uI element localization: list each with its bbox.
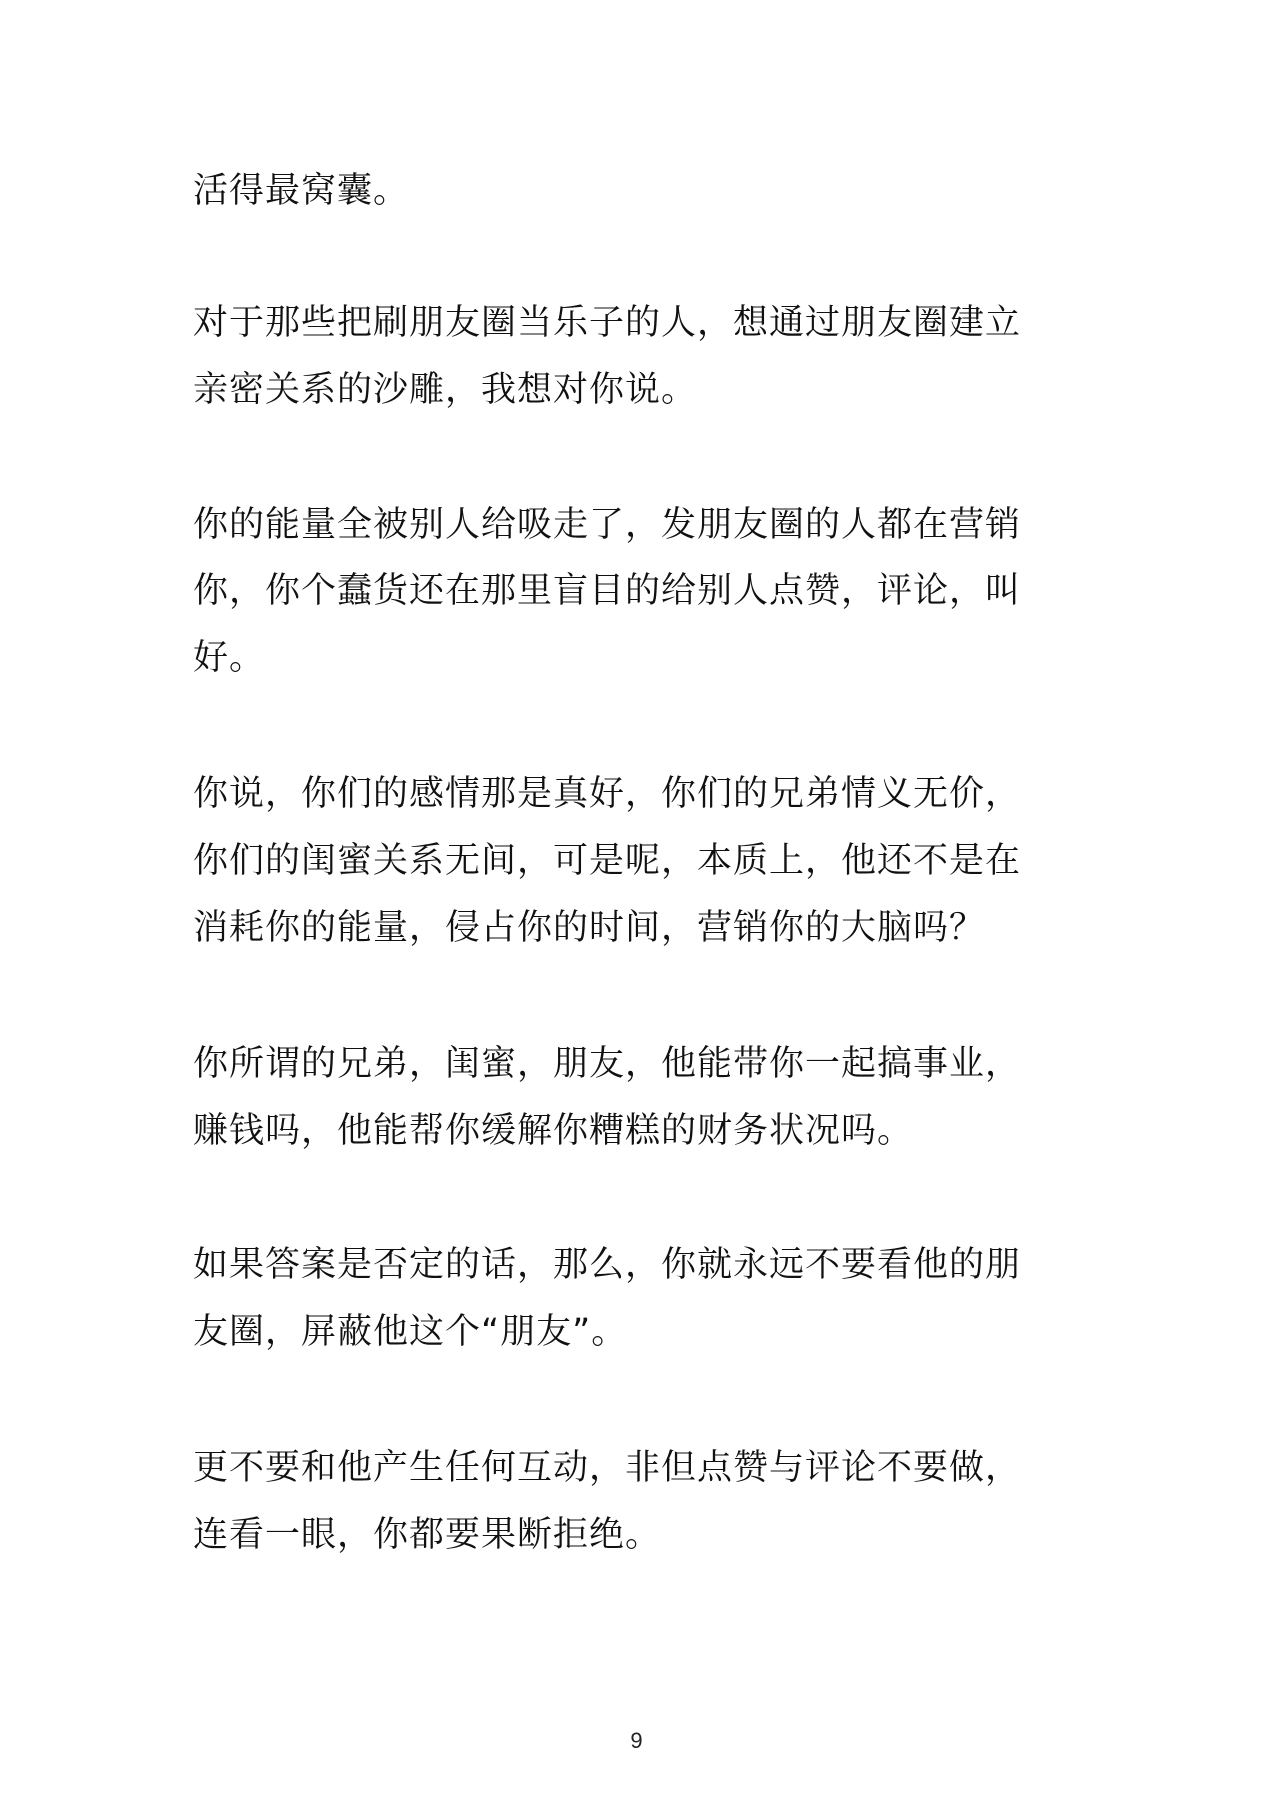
paragraph-4-line-1: 你说，你们的感情那是真好，你们的兄弟情义无价，	[193, 774, 1022, 814]
paragraph-2-line-1: 对于那些把刷朋友圈当乐子的人，想通过朋友圈建立	[193, 303, 1022, 343]
paragraph-6-line-1: 如果答案是否定的话，那么，你就永远不要看他的朋	[193, 1245, 1022, 1285]
paragraph-5-line-2: 赚钱吗，他能帮你缓解你糟糕的财务状况吗。	[193, 1111, 914, 1151]
page-number: 9	[630, 1728, 643, 1753]
paragraph-3-line-2: 你，你个蠢货还在那里盲目的给别人点赞，评论，叫	[193, 571, 1022, 611]
paragraph-3-line-1: 你的能量全被别人给吸走了，发朋友圈的人都在营销	[193, 505, 1022, 545]
paragraph-2-line-2: 亲密关系的沙雕，我想对你说。	[193, 370, 698, 410]
paragraph-1-line-1: 活得最窝囊。	[193, 171, 410, 211]
paragraph-3-line-3: 好。	[193, 638, 266, 678]
paragraph-6-line-2: 友圈，屏蔽他这个“朋友”。	[193, 1312, 628, 1352]
paragraph-4-line-3: 消耗你的能量，侵占你的时间，营销你的大脑吗？	[193, 908, 986, 948]
paragraph-7-line-2: 连看一眼，你都要果断拒绝。	[193, 1515, 662, 1555]
paragraph-7-line-1: 更不要和他产生任何互动，非但点赞与评论不要做，	[193, 1448, 1022, 1488]
paragraph-5-line-1: 你所谓的兄弟，闺蜜，朋友，他能带你一起搞事业，	[193, 1044, 1022, 1084]
paragraph-4-line-2: 你们的闺蜜关系无间，可是呢，本质上，他还不是在	[193, 841, 1022, 881]
